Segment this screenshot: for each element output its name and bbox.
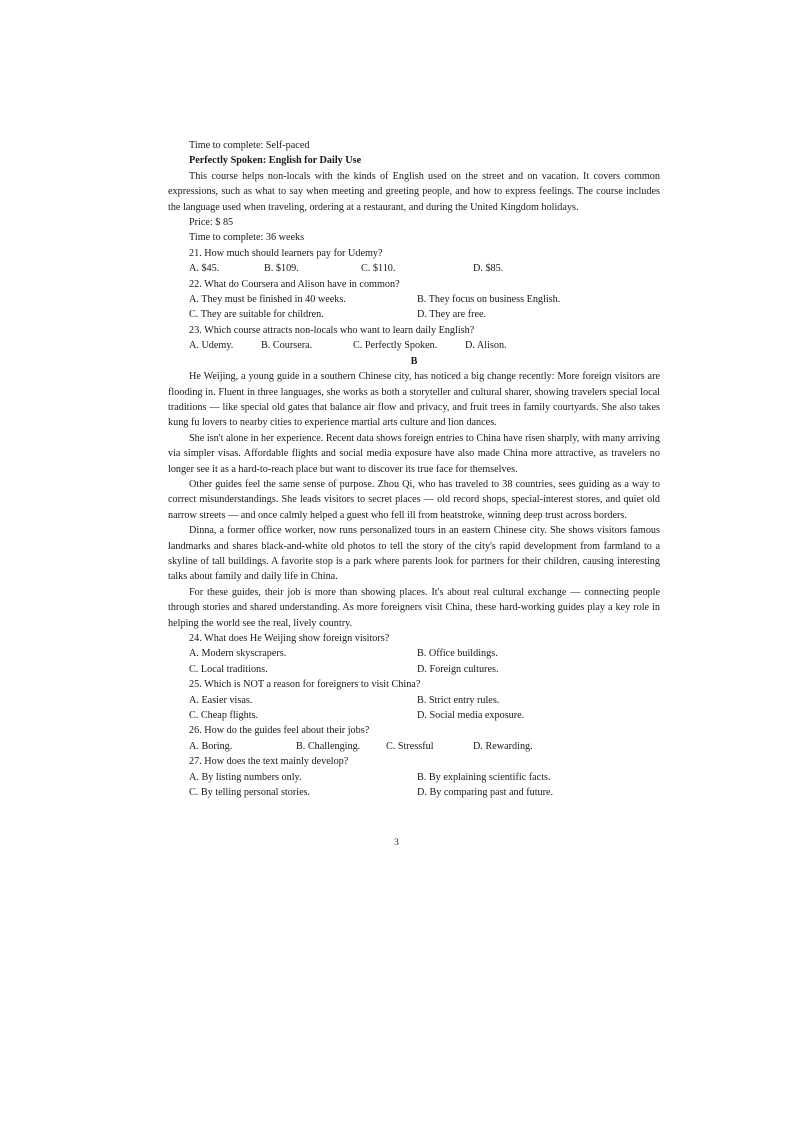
- option-d: D. Foreign cultures.: [417, 663, 499, 675]
- passage-paragraph: Dinna, a former office worker, now runs personalized tours in an eastern Chinese city. She shows visitors famous landmarks and shares black-and-white old photos to tell the story of the city's rapid development from farmland to a skyline of tall buildings. A favorite stop is a park where parents look for partners for their children, causing interesting talks about family and daily life in China.: [168, 525, 660, 583]
- course-description: This course helps non-locals with the kinds of English used on the street and on vacation. It covers common expressions, such as what to say when meeting and greeting people, and how to express feelings. The course includes the language used when traveling, ordering at a restaurant, and during the United Kingdom holidays.: [168, 170, 660, 213]
- question-options: [168, 646, 660, 677]
- option-c: C. By telling personal stories.: [189, 787, 311, 799]
- time-to-complete-self-paced: Time to complete: Self-paced: [189, 140, 310, 151]
- option-c: C. Cheap flights.: [189, 710, 259, 722]
- option-c: C. $110.: [361, 263, 396, 275]
- question-stem: 26. How do the guides feel about their jobs?: [189, 725, 370, 737]
- question-stem: 27. How does the text mainly develop?: [189, 756, 349, 768]
- question-stem: 25. Which is NOT a reason for foreigners to visit China?: [189, 679, 421, 691]
- question-options: [168, 292, 660, 323]
- question-stem: 22. What do Coursera and Alison have in common?: [189, 278, 400, 290]
- option-b: B. $109.: [264, 263, 299, 275]
- passage-paragraph: Other guides feel the same sense of purpose. Zhou Qi, who has traveled to 38 countries, sees guiding as a way to correct misunderstandings. She leads visitors to secret places — old record shops, special-interest stores, and quiet old narrow streets — and once calmly helped a guest who fell ill from heatstroke, winning deep trust across borders.: [168, 478, 660, 521]
- question-options: [168, 770, 660, 801]
- option-a: A. Easier visas.: [189, 694, 253, 706]
- option-c: C. Stressful: [386, 740, 434, 752]
- course-title: Perfectly Spoken: English for Daily Use: [189, 155, 362, 167]
- option-a: A. They must be finished in 40 weeks.: [189, 294, 346, 306]
- option-a: A. $45.: [189, 263, 220, 275]
- time-to-complete-weeks: Time to complete: 36 weeks: [189, 232, 305, 244]
- option-c: C. They are suitable for children.: [189, 309, 324, 321]
- option-b: B. Office buildings.: [417, 648, 498, 660]
- passage-paragraph: She isn't alone in her experience. Recent data shows foreign entries to China have risen sharply, with many arriving via simpler visas. Affordable flights and social media exposure have also made China more attractive, as travelers no longer see it as a hard-to-reach place but want to discover its true face for themselves.: [168, 432, 660, 475]
- option-b: B. Coursera.: [261, 340, 313, 352]
- option-b: B. Strict entry rules.: [417, 694, 500, 706]
- passage-paragraph: For these guides, their job is more than showing places. It's about real cultural exchange — connecting people through stories and shared understanding. As more foreigners visit China, these hard-working guides play a key role in helping the world see the real, lively country.: [168, 586, 660, 629]
- question-stem: 21. How much should learners pay for Udemy?: [189, 247, 383, 259]
- option-a: A. Modern skyscrapers.: [189, 648, 287, 660]
- question-options: [168, 739, 660, 754]
- question-options: [168, 693, 660, 724]
- question-options: [168, 261, 660, 276]
- option-d: D. They are free.: [417, 309, 487, 321]
- question-options: [168, 338, 660, 353]
- option-a: A. Udemy.: [189, 340, 234, 352]
- section-heading: B: [410, 355, 418, 367]
- option-d: D. By comparing past and future.: [417, 787, 554, 799]
- option-d: D. $85.: [473, 263, 504, 275]
- option-d: D. Rewarding.: [473, 740, 533, 752]
- page-number: 3: [394, 838, 399, 848]
- option-b: B. Challenging.: [296, 740, 361, 752]
- option-d: D. Social media exposure.: [417, 710, 525, 722]
- passage-paragraph: He Weijing, a young guide in a southern Chinese city, has noticed a big change recently: More foreign visitors are flooding in. Fluent in three languages, she works as both a storyteller and cultural sharer, showing travelers special local traditions — like special old gates that balance air flow and privacy, and fruit trees in family courtyards. She also takes kung fu lovers to nearby cities to experience martial arts culture and lion dances.: [168, 371, 660, 429]
- course-price: Price: $ 85: [189, 217, 234, 229]
- question-stem: 24. What does He Weijing show foreign visitors?: [189, 633, 390, 644]
- option-a: A. Boring.: [189, 740, 233, 752]
- option-d: D. Alison.: [465, 340, 507, 352]
- option-b: B. They focus on business English.: [417, 294, 561, 306]
- exam-page: [168, 138, 660, 800]
- option-c: C. Local traditions.: [189, 663, 268, 675]
- option-c: C. Perfectly Spoken.: [353, 340, 438, 352]
- question-stem: 23. Which course attracts non-locals who want to learn daily English?: [189, 324, 475, 336]
- option-a: A. By listing numbers only.: [189, 771, 302, 783]
- option-b: B. By explaining scientific facts.: [417, 771, 551, 783]
